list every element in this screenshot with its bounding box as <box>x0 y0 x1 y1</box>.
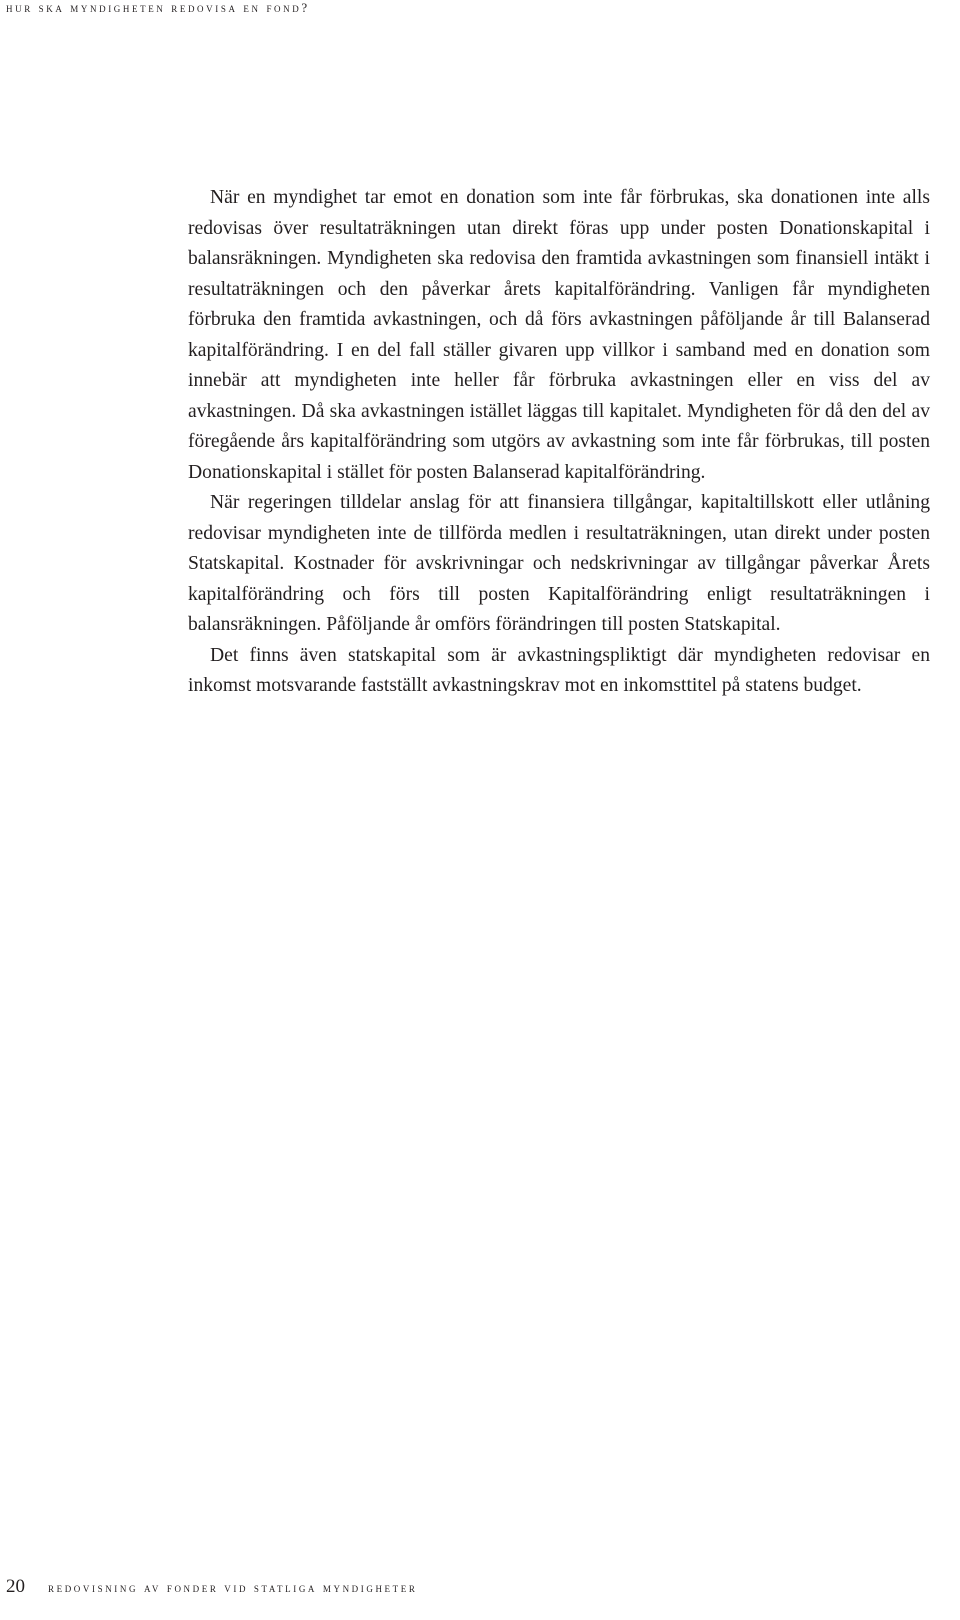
body-text <box>188 183 930 702</box>
paragraph-anslag: När regeringen tilldelar anslag för att finansiera tillgångar, kapitaltillskott eller utlåning redovisar myndigheten inte de tillförda medlen i resultaträkningen, utan direkt under posten Statskapital. Kostnader för avskrivningar och nedskrivningar av tillgångar påverkar Årets kapitalförändring och förs till posten Kapitalförändring enligt resultaträkningen i balansräkningen. Påföljande år omförs förändringen till posten Statskapital. <box>188 492 930 635</box>
page-footer <box>6 1576 417 1598</box>
footer-title: redovisning av fonder vid statliga myndigheter <box>48 1580 418 1595</box>
running-head: hur ska myndigheten redovisa en fond? <box>6 0 310 15</box>
paragraph-donation: När en myndighet tar emot en donation som inte får förbrukas, ska donationen inte alls redovisas över resultaträkningen utan direkt föras upp under posten Donationskapital i balansräkningen. Myndigheten ska redovisa den framtida avkastningen som finansiell intäkt i resultaträkningen och den påverkar årets kapitalförändring. Vanligen får myndigheten förbruka den framtida avkastningen, och då förs avkastningen påföljande år till Balanserad kapitalförändring. I en del fall ställer givaren upp villkor i samband med en donation som innebär att myndigheten inte heller får förbruka avkastningen eller en viss del av avkastningen. Då ska avkastningen istället läggas till kapitalet. Myndigheten för då den del av föregående års kapitalförändring som utgörs av avkastning som inte får förbrukas, till posten Donationskapital i stället för posten Balanserad kapitalförändring. <box>188 187 930 483</box>
paragraph-statskapital: Det finns även statskapital som är avkastningspliktigt där myndigheten redovisar en inkomst motsvarande fastställt avkastningskrav mot en inkomsttitel på statens budget. <box>188 644 930 696</box>
page-number: 20 <box>6 1576 25 1597</box>
